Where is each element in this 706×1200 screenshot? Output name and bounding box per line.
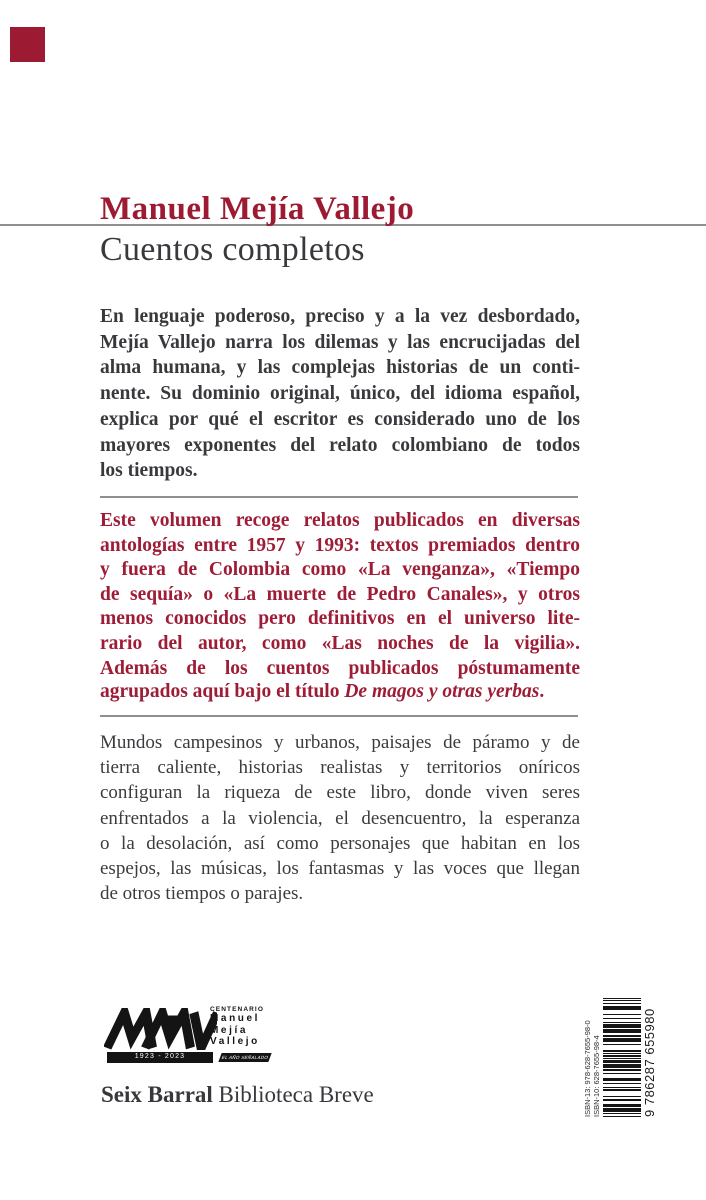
barcode-bar bbox=[603, 1038, 641, 1042]
publisher-name: Seix Barral bbox=[101, 1082, 213, 1107]
last-line-text: agrupados aquí bajo el título bbox=[100, 681, 345, 702]
barcode-bar bbox=[603, 1073, 641, 1074]
barcode-gap bbox=[603, 1010, 641, 1014]
barcode-gap bbox=[603, 1059, 641, 1060]
text-line: Este volumen recoge relatos publicados en diversas bbox=[100, 510, 580, 531]
barcode-gap bbox=[603, 1004, 641, 1007]
barcode-bar bbox=[603, 1083, 641, 1084]
logo-name-line: Manuel bbox=[210, 1013, 261, 1024]
barcode-bar bbox=[603, 1035, 641, 1036]
logo-name-line: Mejía bbox=[210, 1024, 249, 1036]
separator-rule-top bbox=[100, 496, 578, 498]
text-line: explica por qué el escritor es considerado uno de los bbox=[100, 408, 580, 430]
text-line: tierra caliente, historias realistas y territorios oníricos bbox=[100, 757, 580, 779]
years-badge: 1923 - 2023 bbox=[107, 1052, 213, 1063]
text-line: rario del autor, como «Las noches de la vigilia». bbox=[100, 632, 580, 654]
text-line: configuran la riqueza de este libro, donde viven seres bbox=[100, 782, 580, 804]
mmv-centenary-logo bbox=[104, 1006, 270, 1066]
text-line: mayores exponentes del relato colombiano de todos bbox=[100, 434, 580, 456]
text-line: Además de los cuentos publicados póstumamente bbox=[100, 657, 580, 679]
barcode-bar bbox=[603, 1113, 641, 1114]
author-name: Manuel Mejía Vallejo bbox=[100, 191, 415, 227]
text-line: Mundos campesinos y urbanos, paisajes de páramo y de bbox=[100, 732, 580, 753]
barcode-gap bbox=[603, 1045, 641, 1050]
text-line: nente. Su dominio original, único, del idioma español, bbox=[100, 383, 580, 405]
barcode-gap bbox=[603, 1057, 641, 1058]
isbn10-text: ISBN-10: 628-7655-98-4 bbox=[592, 1035, 601, 1117]
barcode-number: 9 786287 655980 bbox=[642, 1008, 657, 1117]
barcode-gap bbox=[603, 1084, 641, 1087]
text-line: menos conocidos pero definitivos en el universo lite- bbox=[100, 608, 580, 630]
barcode-bar bbox=[603, 998, 641, 999]
barcode-bar bbox=[603, 1069, 641, 1070]
barcode-gap bbox=[603, 1107, 641, 1108]
barcode-bar bbox=[603, 1087, 641, 1088]
barcode-bar bbox=[603, 1055, 641, 1056]
barcode-bar bbox=[603, 1108, 641, 1112]
book-title: Cuentos completos bbox=[100, 231, 365, 268]
logo-text-block bbox=[210, 1006, 264, 1048]
barcode-gap bbox=[603, 1019, 641, 1022]
barcode-gap bbox=[603, 1071, 641, 1074]
barcode-bar bbox=[603, 1014, 641, 1015]
text-line: antologías entre 1957 y 1993: textos premiados dentro bbox=[100, 534, 580, 556]
collection-name: Biblioteca Breve bbox=[218, 1082, 374, 1107]
barcode-bar bbox=[603, 1099, 641, 1100]
barcode-gap bbox=[603, 1091, 641, 1096]
barcode-bar bbox=[603, 1104, 641, 1107]
barcode-gap bbox=[603, 1023, 641, 1024]
barcode-gap bbox=[603, 1001, 641, 1002]
barcode-gap bbox=[603, 999, 641, 1000]
barcode-bar bbox=[603, 1029, 641, 1033]
text-line: Mejía Vallejo narra los dilemas y las encrucijadas del bbox=[100, 331, 580, 353]
barcode-gap bbox=[603, 1074, 641, 1078]
barcode-gap bbox=[603, 1042, 641, 1045]
barcode-bar bbox=[603, 1064, 641, 1068]
barcode-bar bbox=[603, 1089, 641, 1090]
paragraph-volume-red-last-line bbox=[100, 681, 580, 703]
paragraph-themes bbox=[100, 730, 580, 906]
logo-name-line: Vallejo bbox=[210, 1036, 260, 1047]
barcode-rotated-block bbox=[583, 995, 658, 1117]
text-line: de otros tiempos o parajes. bbox=[100, 883, 304, 905]
barcode-bar bbox=[603, 1000, 641, 1001]
barcode-gap bbox=[603, 1088, 641, 1089]
barcode-bar bbox=[603, 1003, 641, 1004]
barcode-gap bbox=[603, 1063, 641, 1064]
barcode bbox=[583, 995, 658, 1117]
barcode-bar bbox=[603, 1058, 641, 1059]
barcode-bar bbox=[603, 1018, 641, 1019]
barcode-gap bbox=[603, 1033, 641, 1036]
separator-rule-bottom bbox=[100, 715, 578, 717]
text-line: y fuera de Colombia como «La venganza», «Tiempo bbox=[100, 559, 580, 581]
barcode-bar bbox=[603, 1022, 641, 1023]
paragraph-volume-red bbox=[100, 509, 580, 681]
barcode-gap bbox=[603, 1081, 641, 1084]
barcode-bars bbox=[603, 997, 641, 1117]
barcode-gap bbox=[603, 1052, 641, 1053]
isbn13-text: ISBN-13: 978-628-7655-98-0 bbox=[583, 1020, 592, 1117]
barcode-gap bbox=[603, 1101, 641, 1105]
publisher-line bbox=[101, 1082, 374, 1108]
text-line: espejos, las músicas, los fantasmas y las voces que llegan bbox=[100, 858, 580, 880]
barcode-gap bbox=[603, 1015, 641, 1018]
last-line-italic-title: De magos y otras yerbas bbox=[344, 681, 540, 702]
last-line-period: . bbox=[539, 681, 545, 702]
barcode-gap bbox=[603, 1054, 641, 1055]
barcode-bar bbox=[603, 1044, 641, 1045]
centenario-label: CENTENARIO bbox=[210, 1006, 264, 1013]
barcode-gap bbox=[603, 1112, 641, 1113]
barcode-gap bbox=[603, 1037, 641, 1038]
barcode-gap bbox=[603, 1097, 641, 1100]
barcode-bar bbox=[603, 1024, 641, 1028]
text-line: En lenguaje poderoso, preciso y a la vez desbordado, bbox=[100, 306, 580, 327]
barcode-bar bbox=[603, 1053, 641, 1054]
barcode-gap bbox=[603, 1028, 641, 1029]
barcode-gap bbox=[603, 1115, 641, 1116]
barcode-bar bbox=[603, 1050, 641, 1051]
publisher-color-square bbox=[10, 27, 45, 62]
tagline-badge: EL AÑO SEÑALADO bbox=[218, 1053, 271, 1062]
text-line: alma humana, y las complejas historias de un conti- bbox=[100, 357, 580, 379]
barcode-bar bbox=[603, 1006, 641, 1010]
barcode-bar bbox=[603, 1060, 641, 1063]
barcode-bar bbox=[603, 1096, 641, 1097]
text-line: los tiempos. bbox=[100, 460, 198, 482]
text-line: enfrentados a la violencia, el desencuentro, la esperanza bbox=[100, 807, 580, 829]
barcode-bar bbox=[603, 1116, 641, 1117]
text-line: o la desolación, así como personajes que habitan en los bbox=[100, 832, 580, 854]
paragraph-synopsis bbox=[100, 304, 580, 484]
mmv-logo-icon bbox=[104, 1008, 217, 1050]
barcode-gap bbox=[603, 1068, 641, 1069]
barcode-bar bbox=[603, 1078, 641, 1081]
text-line: de sequía» o «La muerte de Pedro Canales», y otros bbox=[100, 583, 580, 605]
